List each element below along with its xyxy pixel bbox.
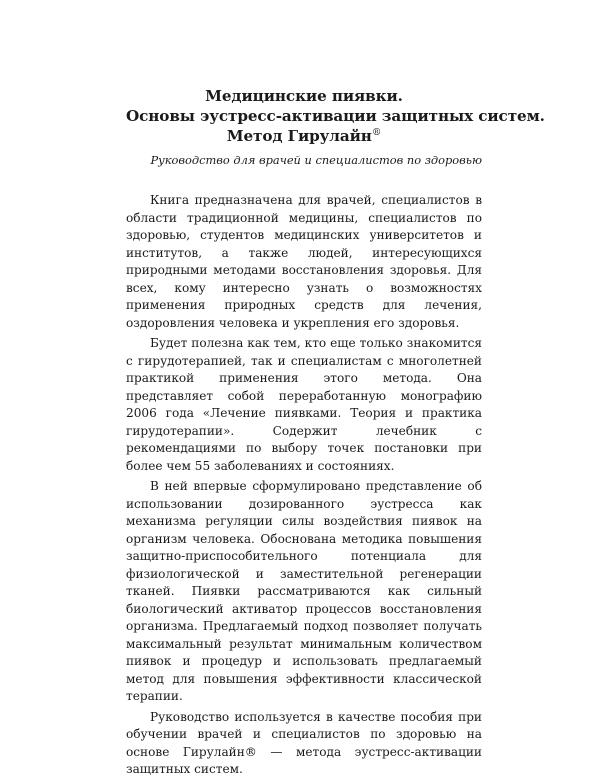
annotation-paragraph-2: Будет полезна как тем, кто еще только знакомится с гирудотерапией, так и специалистам с многолетней практикой применения этого метода. Она представляет собой переработанную монографию 2006 года «Лечение пиявками. Теория и практика гирудотерапии». Содержит лечебник с рекомендациями по выбору точек постановки при более чем 55 заболеваниях и состояниях.	[126, 336, 482, 473]
book-title	[126, 86, 545, 146]
title-line-2: Основы эустресс-активации защитных систем.	[126, 107, 545, 125]
title-line-3	[126, 126, 482, 146]
annotation-paragraph-1: Книга предназначена для врачей, специалистов в области традиционной медицины, специалистов по здоровью, студентов медицинских университетов и институтов, а также людей, интересующихся природными методами восстановления здоровья. Для всех, кому интересно узнать о возможностях применения природных средств для лечения, оздоровления человека и укрепления его здоровья.	[126, 193, 482, 330]
title-line-1: Медицинские пиявки.	[205, 87, 403, 105]
title-line-3-text: Метод Гирулайн	[226, 127, 372, 145]
annotation-paragraph-3: В ней впервые сформулировано представление об использовании дозированного эустресса как механизма регуляции силы воздействия пиявок на организм человека. Обоснована методика повышения защитно-приспособительного потенциала для физиологической и заместительной регенерации тканей. Пиявки рассматриваются как сильный биологический активатор процессов восстановления организма. Предлагаемый подход позволяет получать максимальный результат минимальным количеством пиявок и процедур и использовать предлагаемый метод для повышения эффективности классической терапии.	[126, 479, 482, 703]
annotation-paragraph-4: Руководство используется в качестве пособия при обучении врачей и специалистов по здоровью на основе Гирулайн® — метода эустресс-активации защитных систем.	[126, 709, 482, 776]
book-subtitle: Руководство для врачей и специалистов по здоровью	[150, 153, 482, 167]
registered-trademark-mark: ®	[371, 127, 382, 138]
book-annotation-page	[126, 86, 545, 779]
annotation-body	[126, 192, 482, 779]
